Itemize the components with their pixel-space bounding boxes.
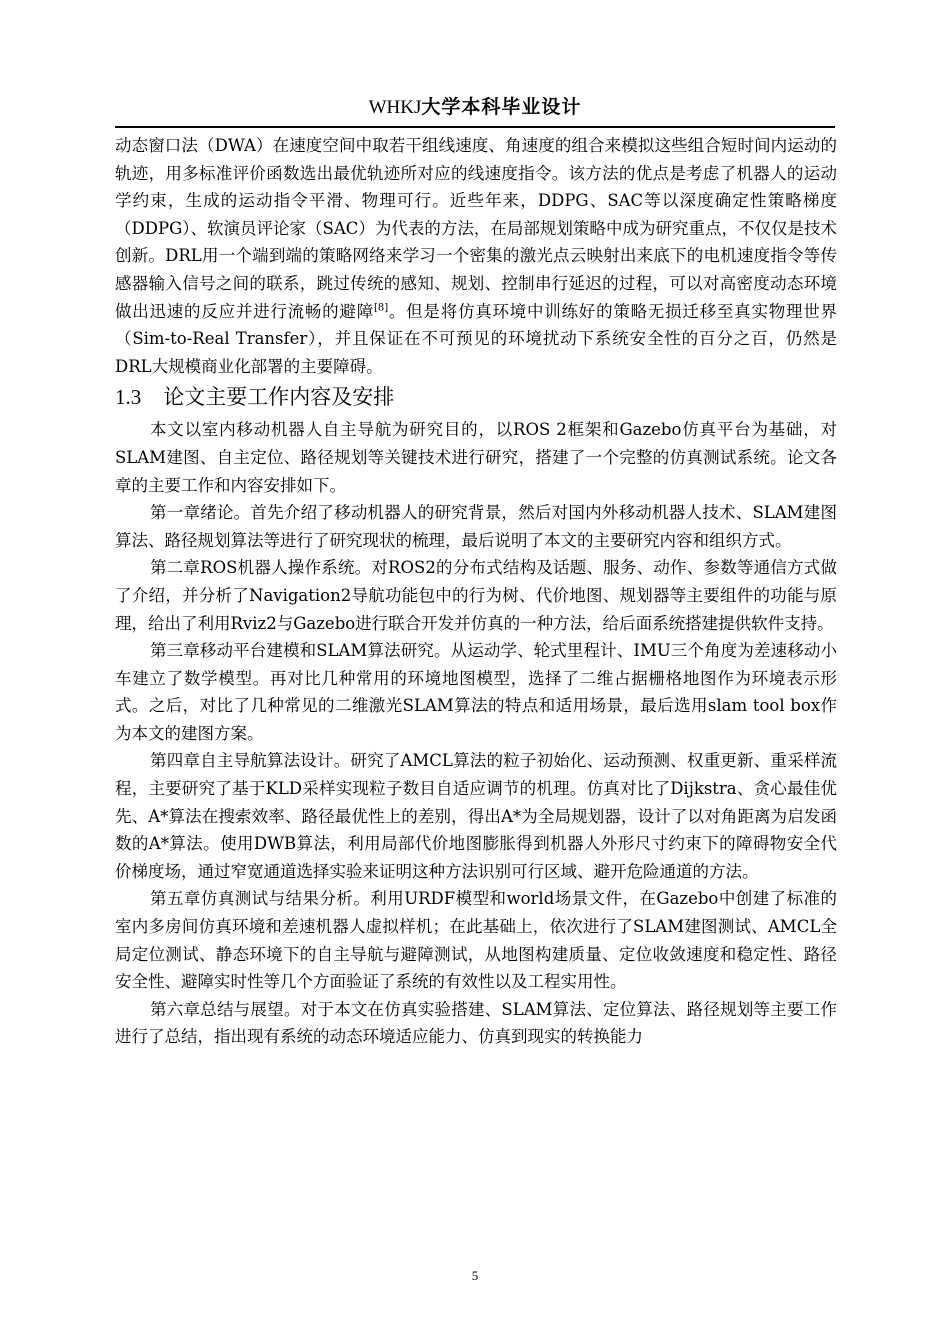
paragraph-chapter-5: 第五章仿真测试与结果分析。利用URDF模型和world场景文件，在Gazebo中创建了标准的室内多房间仿真环境和差速机器人虚拟样机；在此基础上，依次进行了SLAM建图测试、AMCL全局定位测试、静态环境下的自主导航与避障测试，从地图构建质量、定位收敛速度和稳定性、路径安全性、避障实时性等几个方面验证了系统的有效性以及工程实用性。 [115, 889, 837, 992]
section-title: 论文主要工作内容及安排 [163, 385, 395, 410]
page-number: 5 [471, 1268, 479, 1283]
paragraph-text: 。但是将仿真环境中训练好的策略无损迁移至真实物理世界（Sim-to-Real Transfer），并且保证在不可预见的环境扰动下系统安全性的百分之百，仍然是DRL大规模商业化部署的主要障碍。 [115, 301, 838, 376]
paragraph-text: 动态窗口法（DWA）在速度空间中取若干组线速度、角速度的组合来模拟这些组合短时间内运动的轨迹，用多标准评价函数选出最优轨迹所对应的线速度指令。该方法的优点是考虑了机器人的运动学约束，生成的运动指令平滑、物理可行。近些年来，DDPG、SAC等以深度确定性策略梯度（DDPG）、软演员评论家（SAC）为代表的方法，在局部规划策略中成为研究重点，不仅仅是技术创新。DRL用一个端到端的策略网络来学习一个密集的激光点云映射出来底下的电机速度指令等传感器输入信号之间的联系，跳过传统的感知、规划、控制串行延迟的过程，可以对高密度动态环境做出迅速的反应并进行流畅的避障 [115, 136, 837, 321]
header-title: 大学本科毕业设计 [421, 96, 582, 118]
document-body [115, 132, 837, 1051]
paragraph-dwa-drl [115, 132, 837, 380]
paragraph-intro: 本文以室内移动机器人自主导航为研究目的，以ROS 2框架和Gazebo仿真平台为基础，对SLAM建图、自主定位、路径规划等关键技术进行研究，搭建了一个完整的仿真测试系统。论文各章的主要工作和内容安排如下。 [115, 420, 837, 495]
header-school-code: WHKJ [368, 97, 422, 118]
page-header [115, 92, 835, 128]
section-number: 1.3 [115, 385, 142, 410]
paragraph-chapter-2: 第二章ROS机器人操作系统。对ROS2的分布式结构及话题、服务、动作、参数等通信方式做了介绍，并分析了Navigation2导航功能包中的行为树、代价地图、规划器等主要组件的功能与原理，给出了利用Rviz2与Gazebo进行联合开发并仿真的一种方法，给后面系统搭建提供软件支持。 [115, 558, 837, 633]
paragraph-chapter-1: 第一章绪论。首先介绍了移动机器人的研究背景，然后对国内外移动机器人技术、SLAM建图算法、路径规划算法等进行了研究现状的梳理，最后说明了本文的主要研究内容和组织方式。 [115, 503, 837, 550]
paragraph-chapter-6: 第六章总结与展望。对于本文在仿真实验搭建、SLAM算法、定位算法、路径规划等主要工作进行了总结，指出现有系统的动态环境适应能力、仿真到现实的转换能力 [115, 999, 837, 1047]
citation-ref: [8] [373, 302, 389, 314]
paragraph-chapter-3: 第三章移动平台建模和SLAM算法研究。从运动学、轮式里程计、IMU三个角度为差速移动小车建立了数学模型。再对比几种常用的环境地图模型，选择了二维占据栅格地图作为环境表示形式。之后，对比了几种常见的二维激光SLAM算法的特点和适用场景，最后选用slam tool box作为本文的建图方案。 [115, 641, 837, 743]
section-heading [115, 382, 837, 412]
paragraph-chapter-4: 第四章自主导航算法设计。研究了AMCL算法的粒子初始化、运动预测、权重更新、重采样流程，主要研究了基于KLD采样实现粒子数目自适应调节的机理。仿真对比了Dijkstra、贪心最佳优先、A*算法在搜索效率、路径最优性上的差别，得出A*为全局规划器，设计了以对角距离为启发函数的A*算法。使用DWB算法，利用局部代价地图膨胀得到机器人外形尺寸约束下的障碍物安全代价梯度场，通过窄宽通道选择实验来证明这种方法识别可行区域、避开危险通道的方法。 [115, 751, 837, 881]
